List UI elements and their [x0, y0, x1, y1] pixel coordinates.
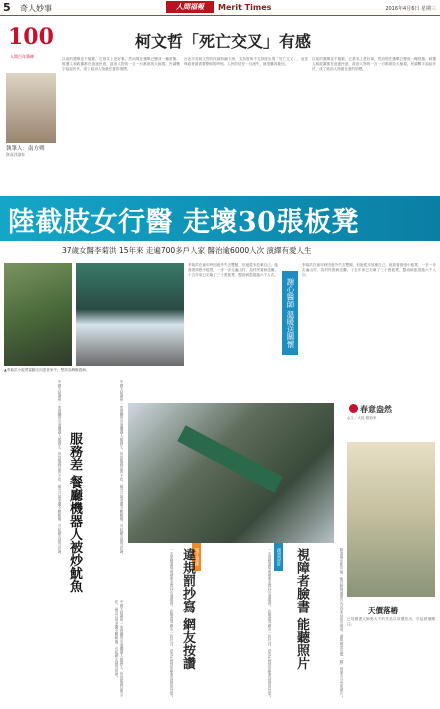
photo-doctor-clinic — [76, 263, 184, 366]
side3-title: 視障者臉書 能聽照片 — [294, 548, 309, 670]
brand-name: Merit Times — [218, 3, 272, 12]
photo-caption: ▲李菊洪小板凳當腳走向患者家中，堅持為鄉親看病。 — [4, 368, 90, 372]
painting-title: 天價落樁 — [368, 606, 398, 615]
side2-tag: 越文發創 — [192, 543, 201, 571]
issue-date: 2016年4月6日 星期三 — [385, 6, 436, 12]
spring-icon — [349, 404, 358, 413]
photo-train — [128, 403, 334, 543]
page-number: 5 — [3, 1, 11, 14]
main-body-1: 李菊洪在童年時因意外失去雙腿，但她從未放棄自己。她靠著兩張小板凳，一步一步走遍山村，為村民看病送藥。十五年來已走壞了三十張板凳，醫治病患超過六千人次。 — [188, 263, 278, 277]
side2-body-2: 一名駕駛違規後被要求罰抄交通規則，此舉獲得網友一致好評，認為比罰款更能達到教育效果。 — [268, 548, 272, 700]
main-body-2: 李菊洪在童年時因意外失去雙腿，但她從未放棄自己。她靠著兩張小板凳，一步一步走遍山村，為村民看病送藥。十五年來已走壞了三十張板凳，醫治病患超過六千人次。 — [302, 263, 436, 277]
badge-sub: 人間百年筆陣 — [10, 54, 34, 59]
column-body-2: 台北市長柯文哲的民調持續下滑，支持度與不支持度出現「死亡交叉」，這是執政者最需要警惕的時刻。人民的信任一旦流失，就很難再挽回。 — [184, 57, 308, 66]
side3-tag: 創意設計 — [274, 543, 283, 571]
spring-painting — [347, 442, 435, 597]
column-body-3: 以前的選舉並不頻繁，它基本上是好事。然而現在選舉已變成一種常態，候選人和政黨都在追逐民意，政治人物的一言一行都被放大檢視。民調數字起起伏伏，成了政治人物最在意的指標。 — [312, 57, 436, 71]
side1-title: 服務差 餐廳機器人被炒魷魚 — [67, 432, 82, 593]
main-headline: 陸截肢女行醫 走壞30張板凳 — [8, 207, 359, 238]
badge-100: 100 — [8, 24, 54, 50]
author-portrait — [6, 73, 56, 143]
main-subhead: 37歲女醫李菊洪 15年來 走遍700多戶人家 醫治逾6000人次 演繹有愛人生 — [62, 246, 312, 255]
side3-body: 臉書推出新功能，能自動辨識照片內容並以語音描述，讓視障者也能「聽」到朋友分享的照片。 — [340, 548, 344, 700]
side1-body-3: 中國大陸廣州一家餐廳曾引進機器人服務生，但因服務品質不佳，最近已被老闆全數解僱，引起網友熱烈討論。 — [115, 600, 124, 698]
main-teal-label: 謝心醫師 溫暖送關懷 — [282, 271, 298, 355]
column-body-1: 以前的選舉並不頻繁，它基本上是好事。然而現在選舉已變成一種常態，候選人和政黨都在追逐民意，政治人物的一言一行都被放大檢視。民調數字起起伏伏，成了政治人物最在意的指標。 — [62, 57, 180, 71]
side2-title: 違規罰抄寫 網友按讚 — [180, 548, 195, 670]
section-name: 奇人妙事 — [20, 4, 52, 13]
side1-body-2: 中國大陸廣州一家餐廳曾引進機器人服務生，但因服務品質不佳，最近已被老闆全數解僱，引起網友熱烈討論。 — [120, 380, 124, 557]
side2-body: 一名駕駛違規後被要求罰抄交通規則，此舉獲得網友一致好評，認為比罰款更能達到教育效果。 — [170, 548, 174, 700]
paper-logo: 人間福報 — [166, 1, 214, 13]
spring-caption: ◎文／大陸 藝術家 — [347, 416, 377, 420]
spring-title: 春意盎然 — [360, 405, 392, 414]
column-title: 柯文哲「死亡交叉」有感 — [135, 32, 312, 51]
painting-caption: 已故國畫大師張大千的作品以高價拍出，引起藝壇關注。 — [347, 617, 435, 626]
photo-doctor-carried — [4, 263, 72, 366]
side1-body: 中國大陸廣州一家餐廳曾引進機器人服務生，但因服務品質不佳，最近已被老闆全數解僱，引起網友熱烈討論。 — [58, 380, 62, 557]
author-role: 資深評論家 — [6, 152, 25, 157]
author-name: 執筆人：南方朔 — [6, 146, 45, 152]
